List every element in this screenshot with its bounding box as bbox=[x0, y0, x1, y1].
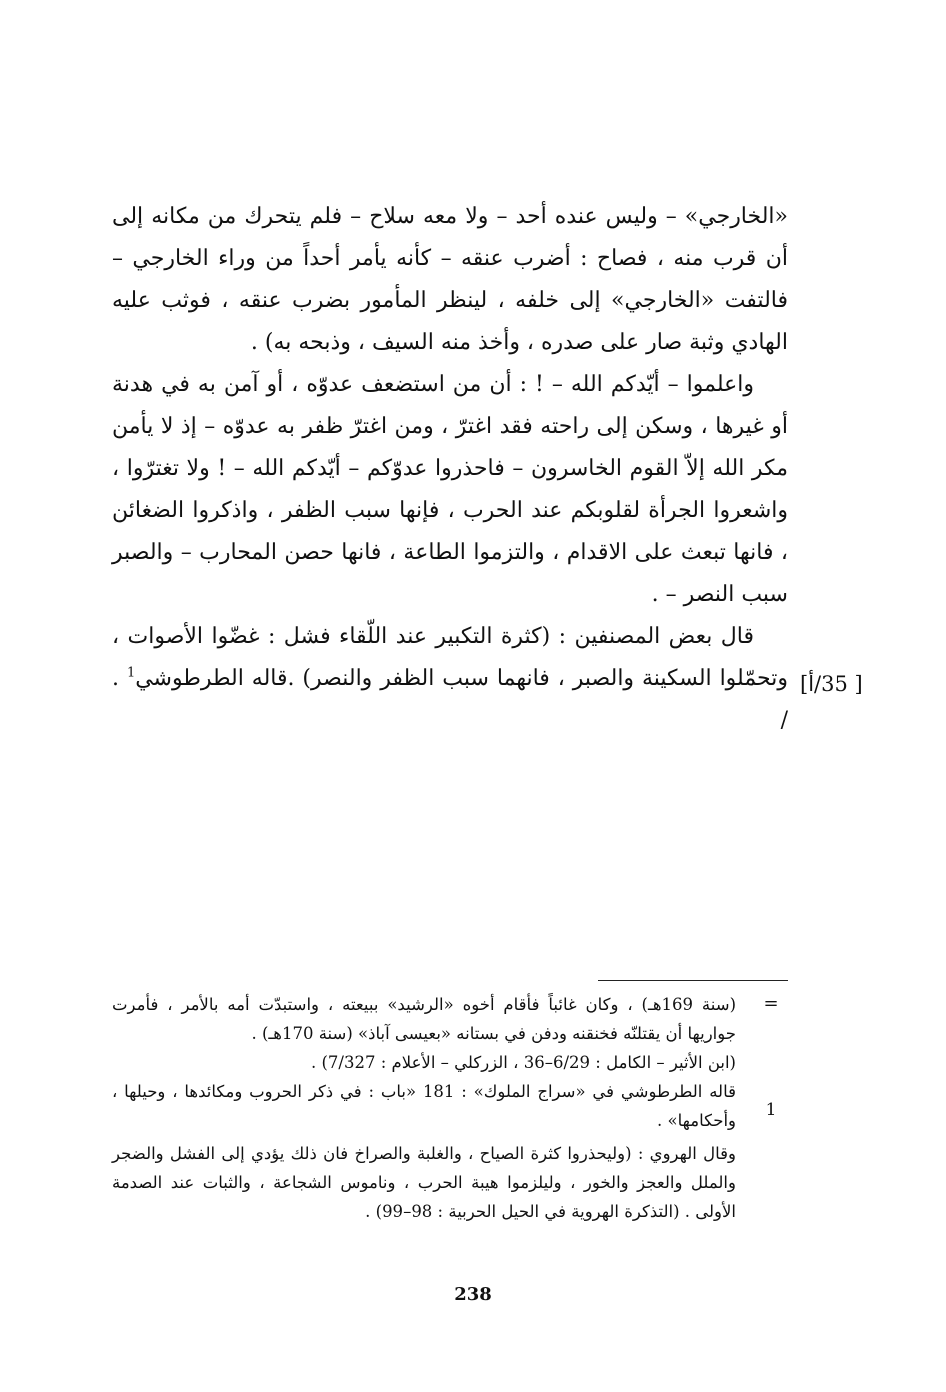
paragraph-2: واعلموا – أيّدكم الله – ! : أن من استضعف عدوّه ، أو آمن به في هدنة أو غيرها ، وسكن إلى راحته فقد اغترّ ، ومن اغترّ ظفر به عدوّه – إذ لا يأمن مكر الله إلاّ القوم الخاسرون – فاحذروا عدوّكم – أيّدكم الله – ! ولا تغترّوا ، واشعروا الجرأة لقلوبكم عند الحرب ، فإنها سبب الظفر ، واذكروا الضغائن ، فانها تبعث على الاقدام ، والتزموا الطاعة ، فانها حصن المحارب – والصبر سبب النصر – . bbox=[112, 372, 788, 607]
footnotes-block bbox=[112, 990, 736, 1226]
main-text-block bbox=[112, 196, 788, 742]
footnote-1-text: قاله الطرطوشي في «سراج الملوك» : 181 «باب : في ذكر الحروب ومكائدها ، وحيلها ، وأحكامها» . bbox=[112, 1082, 736, 1130]
footnote-continuation-marker: = bbox=[763, 993, 779, 1014]
footnote-separator bbox=[598, 980, 788, 981]
page-number: 238 bbox=[454, 1284, 492, 1305]
manuscript-folio-reference: [ 35/أ] bbox=[800, 672, 863, 696]
footnote-reference: 1 bbox=[126, 665, 136, 681]
footnote-1-extra: وقال الهروي : (وليحذروا كثرة الصياح ، والغلبة والصراخ فان ذلك يؤدي إلى الفشل والضجر والملل والعجز والخور ، وليلزموا هيبة الحرب ، وناموس الشجاعة ، والثبات عند الصدمة الأولى . (التذكرة الهروية في الحيل الحربية : 98–99) . bbox=[112, 1144, 736, 1221]
footnote-continuation-line-1: (سنة 169هـ) ، وكان غائباً فأقام أخوه «الرشيد» ببيعته ، واستبدّت أمه بالأمر ، فأمرت جواريها أن يقتلنّه فخنقنه ودفن في بستانه «بعيسى آباذ» (سنة 170هـ) . bbox=[112, 995, 737, 1043]
footnote-continuation-line-2: (ابن الأثير – الكامل : 6/29–36 ، الزركلي – الأعلام : 7/327) . bbox=[310, 1053, 736, 1072]
footnote-number-1: 1 bbox=[765, 1100, 777, 1120]
paragraph-3 bbox=[112, 616, 788, 742]
paragraph-1: «الخارجي» – وليس عنده أحد – ولا معه سلاح – فلم يتحرك من مكانه إلى أن قرب منه ، فصاح : أضرب عنقه – كأنه يأمر أحداً من وراء الخارجي – فالتفت «الخارجي» إلى خلفه ، لينظر المأمور بضرب عنقه ، فوثب عليه الهادي وثبة صار على صدره ، وأخذ منه السيف ، وذبحه به) . bbox=[112, 204, 788, 355]
folio-break-mark: . / bbox=[112, 666, 788, 733]
paragraph-3-text: قال بعض المصنفين : (كثرة التكبير عند اللّقاء فشل : غضّوا الأصوات ، وتحمّلوا السكينة والصبر ، فانهما سبب الظفر والنصر) .قاله الطرطوشي bbox=[112, 624, 788, 691]
